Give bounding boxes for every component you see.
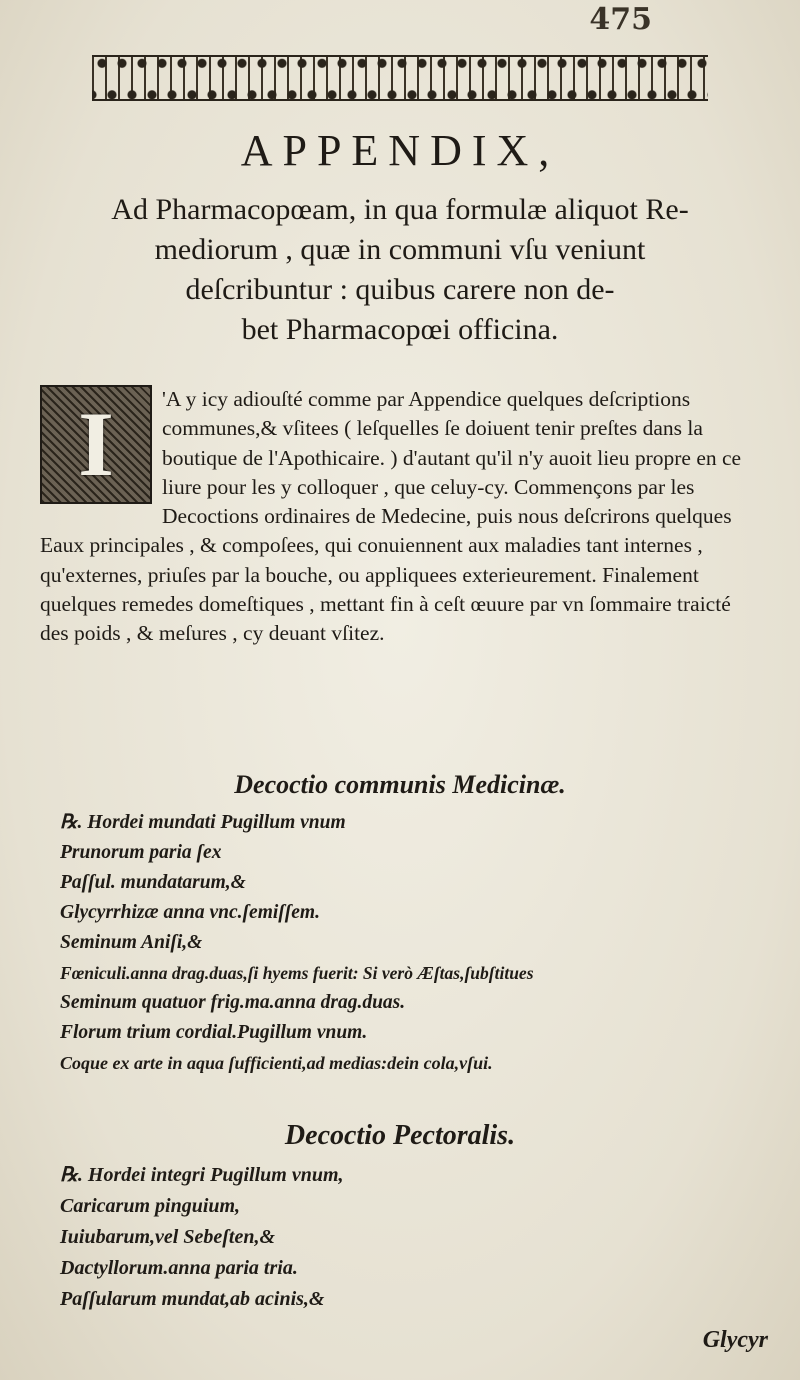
recipe-line: Glycyrrhizæ anna vnc.ſemiſſem.: [60, 902, 320, 923]
subtitle-line: bet Pharmacopœi officina.: [241, 313, 559, 346]
recipe-line: Caricarum pinguium,: [60, 1195, 241, 1217]
recipe-line: Iuiubarum,vel Sebeſten,&: [60, 1226, 276, 1248]
subtitle-line: deſcribuntur : quibus carere non de-: [185, 273, 615, 306]
recipe-line: Fœniculi.anna drag.duas,ſi hyems fuerit: Si verò Æſtas,ſubſtitues: [60, 963, 534, 983]
page-number: 475: [589, 2, 652, 37]
section-title-decoctio-communis: Decoctio communis Medicinæ.: [234, 770, 566, 799]
recipe-line: Dactyllorum.anna paria tria.: [60, 1257, 298, 1279]
intro-text: 'A y icy adiouſté comme par Appendice quelques deſcriptions communes,& vſitees ( leſquelles ſe doiuent tenir preſtes dans la boutique de l'Apothicaire. ) d'autant qu'il n'y auoit lieu propre en ce liure pour les y colloquer , que celuy-cy. Commençons par les Decoctions ordinaires de Medecine, puis nous deſcrirons quelques Eaux principales , & compoſees, qui conuiennent aux maladies tant internes , qu'externes, priuſes par la bouche, ou appliquees exterieurement. Finalement quelques remedes domeſtiques , mettant fin à ceſt œuure par vn ſommaire traicté des poids , & meſures , cy deuant vſitez.: [40, 387, 742, 646]
recipe-line: Seminum Aniſi,&: [60, 932, 203, 953]
page-heading: APPENDIX,: [240, 126, 560, 175]
catchword: Glycyr: [702, 1327, 768, 1353]
recipe-line: Florum trium cordial.Pugillum vnum.: [60, 1022, 368, 1043]
recipe-decoctio-pectoralis: [60, 1160, 780, 1315]
recipe-line: Paſſularum mundat,ab acinis,&: [60, 1288, 325, 1310]
recipe-line: Coque ex arte in aqua ſufficienti,ad medias:dein cola,vſui.: [60, 1053, 493, 1073]
recipe-line: ℞. Hordei integri Pugillum vnum,: [60, 1164, 344, 1186]
recipe-line: Prunorum paria ſex: [60, 842, 222, 863]
recipe-line: ℞. Hordei mundati Pugillum vnum: [60, 812, 346, 833]
recipe-line: Paſſul. mundatarum,&: [60, 872, 246, 893]
subtitle-line: Ad Pharmacopœam, in qua formulæ aliquot Re-: [111, 193, 689, 226]
drop-cap-letter: I: [78, 392, 114, 495]
decorated-initial: [40, 385, 152, 504]
subtitle-block: [40, 190, 760, 350]
intro-paragraph: [40, 385, 756, 649]
subtitle-line: mediorum , quæ in communi vſu veniunt: [154, 233, 646, 266]
section-title-decoctio-pectoralis: Decoctio Pectoralis.: [284, 1120, 516, 1151]
ornamental-header-band: [92, 55, 708, 101]
recipe-decoctio-communis: [60, 808, 780, 1078]
recipe-line: Seminum quatuor frig.ma.anna drag.duas.: [60, 992, 406, 1013]
